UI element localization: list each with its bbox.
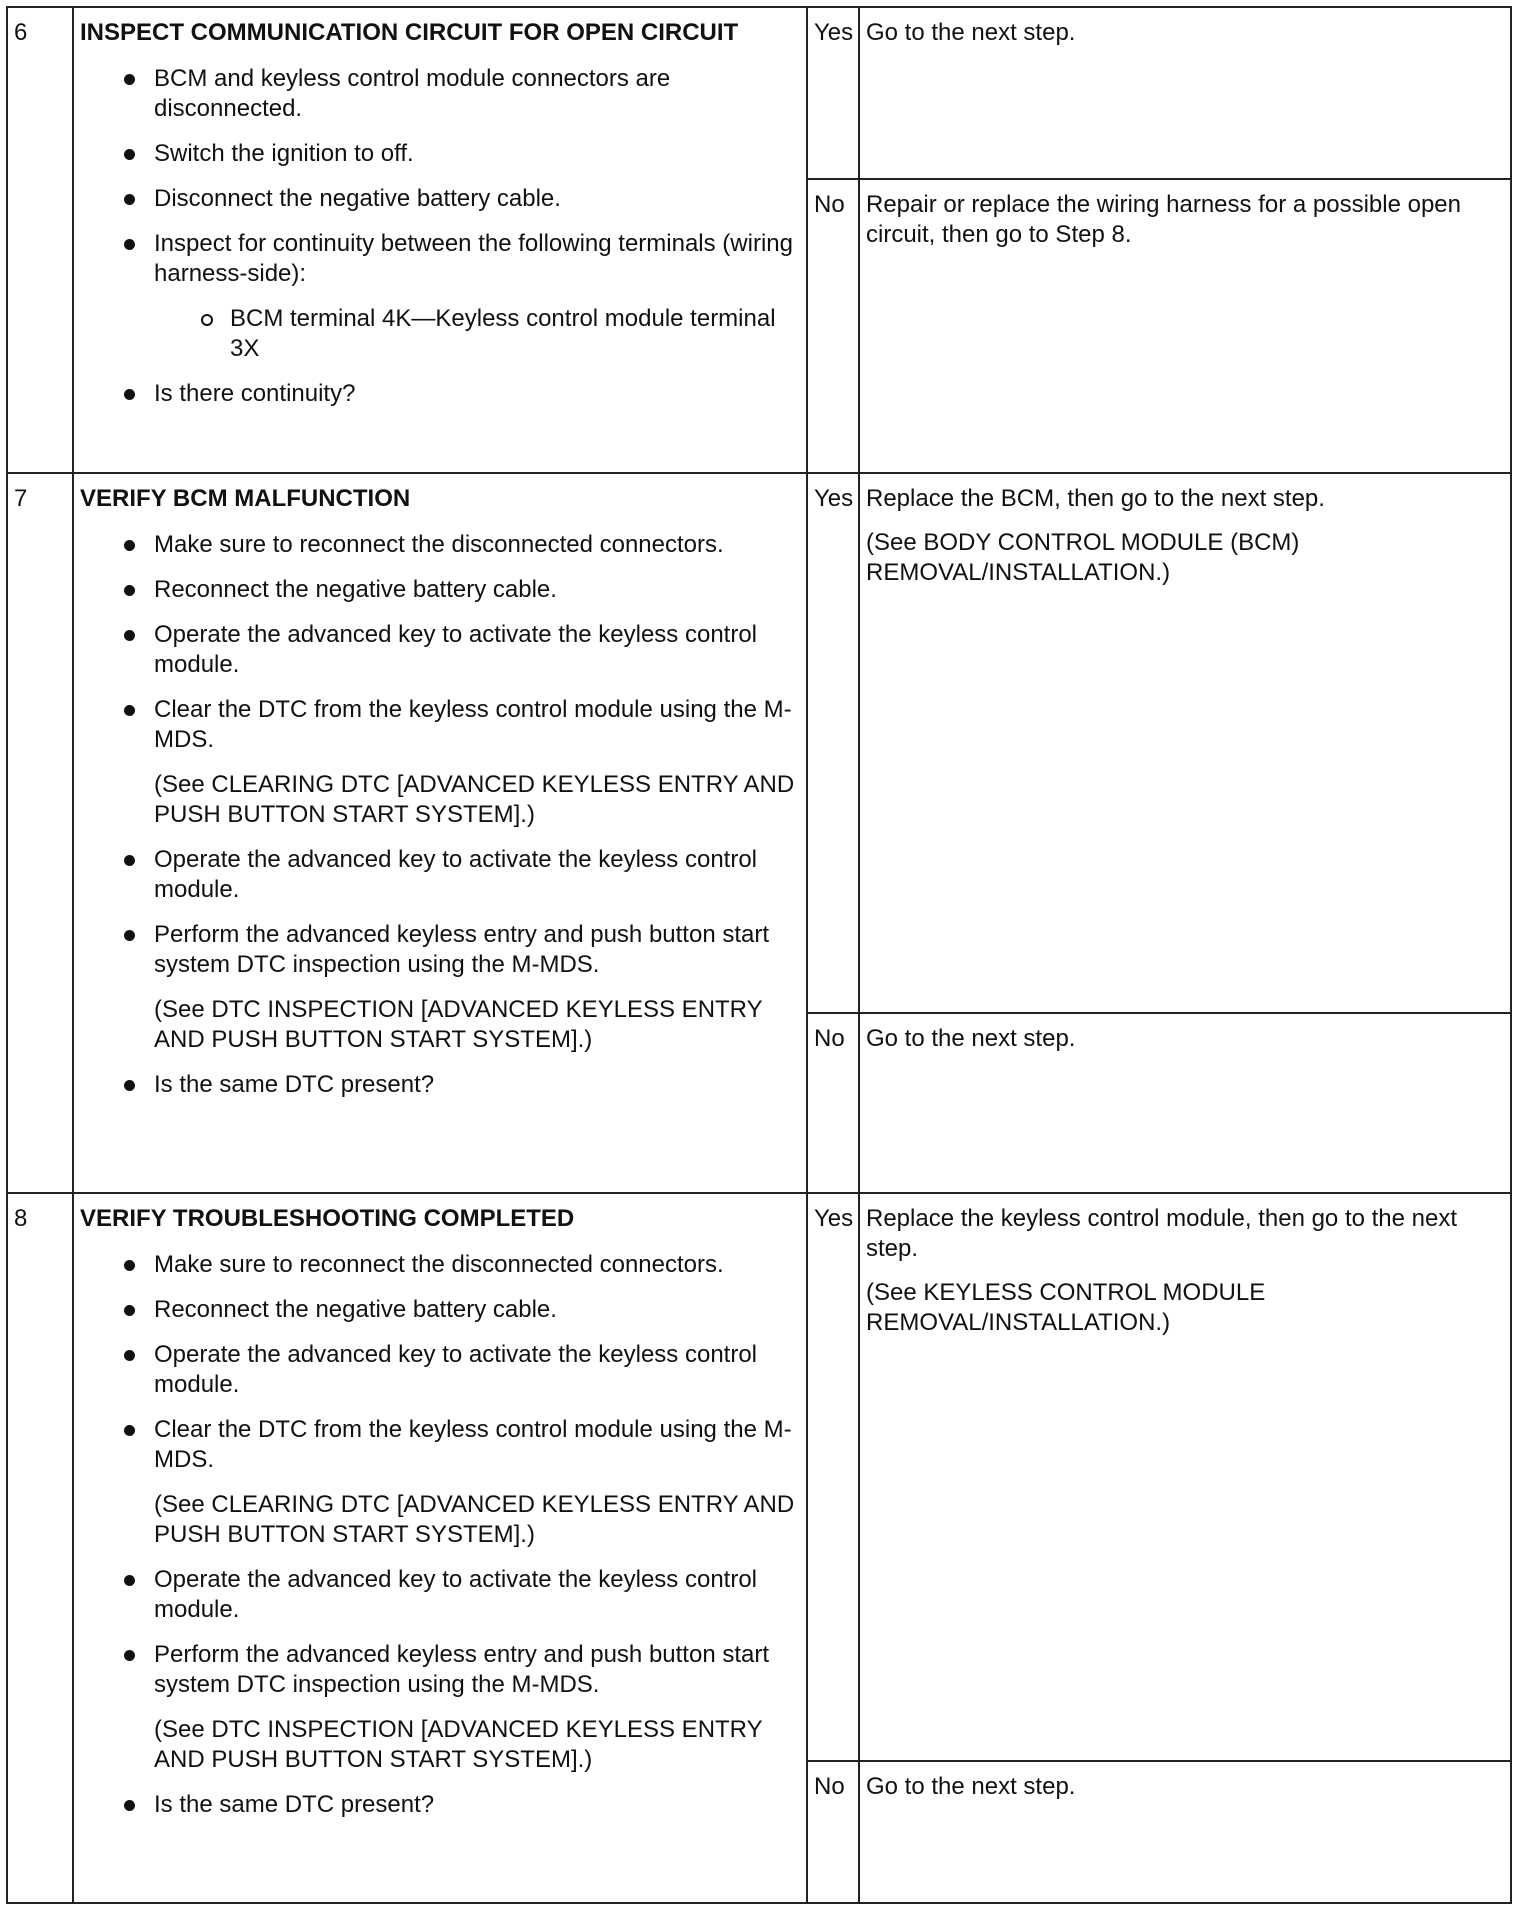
list-item: Inspect for continuity between the following terminals (wiring harness-side): <box>80 229 796 289</box>
reference-note: (See CLEARING DTC [ADVANCED KEYLESS ENTRY AND PUSH BUTTON START SYSTEM].) <box>154 1491 795 1548</box>
yes-label: Yes <box>807 7 859 179</box>
no-label: No <box>807 1761 859 1903</box>
list-item: Switch the ignition to off. <box>80 139 796 169</box>
no-action-text: Repair or replace the wiring harness for a possible open circuit, then go to Step 8. <box>866 191 1461 248</box>
step-question: Is the same DTC present? <box>80 1070 796 1100</box>
list-item: Operate the advanced key to activate the keyless control module. <box>80 845 796 905</box>
step-6-yes-row <box>7 7 1511 179</box>
step-title: VERIFY BCM MALFUNCTION <box>80 485 411 512</box>
yes-action <box>859 473 1511 1013</box>
step-8-body <box>73 1193 807 1903</box>
no-action-text: Go to the next step. <box>866 1025 1076 1052</box>
step-7-checklist <box>80 530 796 755</box>
step-7-body <box>73 473 807 1193</box>
yes-label: Yes <box>807 473 859 1013</box>
step-6-body <box>73 7 807 473</box>
step-7-checklist-cont <box>80 845 796 980</box>
list-item: BCM and keyless control module connectors are disconnected. <box>80 64 796 124</box>
step-number: 6 <box>7 7 73 473</box>
list-item: Clear the DTC from the keyless control module using the M-MDS. <box>80 695 796 755</box>
yes-action-text: Go to the next step. <box>866 19 1076 46</box>
step-question: Is there continuity? <box>80 379 796 409</box>
no-action <box>859 1013 1511 1193</box>
yes-label: Yes <box>807 1193 859 1761</box>
step-number: 7 <box>7 473 73 1193</box>
no-label: No <box>807 1013 859 1193</box>
list-item: Operate the advanced key to activate the keyless control module. <box>80 1565 796 1625</box>
reference-note: (See DTC INSPECTION [ADVANCED KEYLESS ENTRY AND PUSH BUTTON START SYSTEM].) <box>154 1716 763 1773</box>
step-question: Is the same DTC present? <box>80 1790 796 1820</box>
no-label: No <box>807 179 859 473</box>
reference-note: (See DTC INSPECTION [ADVANCED KEYLESS ENTRY AND PUSH BUTTON START SYSTEM].) <box>154 996 763 1053</box>
list-item: Make sure to reconnect the disconnected connectors. <box>80 530 796 560</box>
list-item: Operate the advanced key to activate the keyless control module. <box>80 620 796 680</box>
list-item: Perform the advanced keyless entry and push button start system DTC inspection using the M-MDS. <box>80 920 796 980</box>
step-8-question-list <box>80 1790 796 1820</box>
yes-action-reference: (See BODY CONTROL MODULE (BCM) REMOVAL/INSTALLATION.) <box>866 529 1300 586</box>
list-item: Disconnect the negative battery cable. <box>80 184 796 214</box>
troubleshooting-table <box>6 6 1512 1904</box>
list-item: Reconnect the negative battery cable. <box>80 575 796 605</box>
no-action <box>859 179 1511 473</box>
no-action <box>859 1761 1511 1903</box>
reference-note: (See CLEARING DTC [ADVANCED KEYLESS ENTRY AND PUSH BUTTON START SYSTEM].) <box>154 771 795 828</box>
step-number: 8 <box>7 1193 73 1903</box>
step-title: VERIFY TROUBLESHOOTING COMPLETED <box>80 1205 575 1232</box>
no-action-text: Go to the next step. <box>866 1773 1076 1800</box>
list-item: Reconnect the negative battery cable. <box>80 1295 796 1325</box>
step-7-question-list <box>80 1070 796 1100</box>
step-8-checklist <box>80 1250 796 1475</box>
list-item: Make sure to reconnect the disconnected connectors. <box>80 1250 796 1280</box>
sub-list-item: BCM terminal 4K—Keyless control module terminal 3X <box>80 304 796 364</box>
list-item: Clear the DTC from the keyless control module using the M-MDS. <box>80 1415 796 1475</box>
step-7-yes-row <box>7 473 1511 1013</box>
step-8-yes-row <box>7 1193 1511 1761</box>
step-6-checklist <box>80 64 796 409</box>
step-title: INSPECT COMMUNICATION CIRCUIT FOR OPEN CIRCUIT <box>80 19 739 46</box>
step-8-checklist-cont <box>80 1565 796 1700</box>
list-item: Perform the advanced keyless entry and push button start system DTC inspection using the M-MDS. <box>80 1640 796 1700</box>
list-item: Operate the advanced key to activate the keyless control module. <box>80 1340 796 1400</box>
yes-action <box>859 7 1511 179</box>
yes-action-text: Replace the keyless control module, then go to the next step. <box>866 1205 1458 1262</box>
yes-action-reference: (See KEYLESS CONTROL MODULE REMOVAL/INSTALLATION.) <box>866 1279 1266 1336</box>
yes-action-text: Replace the BCM, then go to the next step. <box>866 485 1325 512</box>
yes-action <box>859 1193 1511 1761</box>
